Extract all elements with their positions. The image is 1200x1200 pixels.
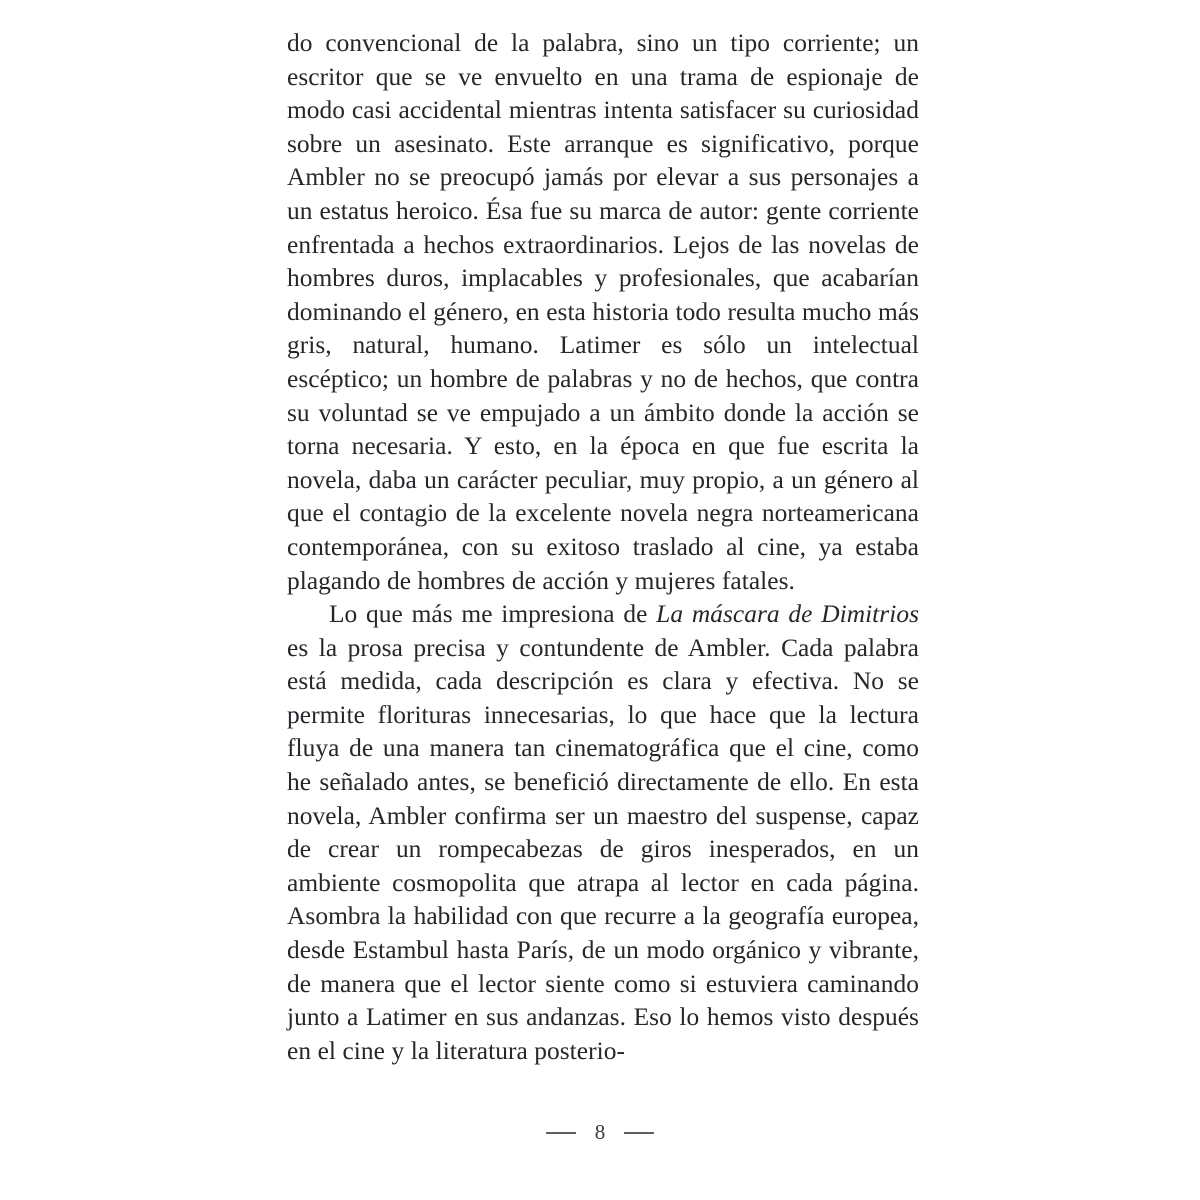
folio-right-rule-icon	[624, 1132, 654, 1134]
page-folio	[0, 1122, 1200, 1143]
book-title-italic: La máscara de Dimitrios	[656, 600, 920, 629]
body-paragraph-paragraph-ambler-prose: Lo que más me impresiona de La máscara de Dimitrios es la prosa precisa y contundente de Ambler. Cada palabra está medida, cada descripción es clara y efectiva. No se permite florituras innecesarias, lo que hace que la lectura fluya de una manera tan cinematográfica que el cine, como he señalado antes, se benefició directamente de ello. En esta novela, Ambler confirma ser un maestro del suspense, capaz de crear un rompecabezas de giros inesperados, en un ambiente cosmopolita que atrapa al lector en cada página. Asombra la habilidad con que recurre a la geografía europea, desde Estambul hasta París, de un modo orgánico y vibrante, de manera que el lector siente como si estuviera caminando junto a Latimer en sus andanzas. Eso lo hemos visto después en el cine y la literatura posterio-	[287, 600, 920, 1065]
body-paragraph-paragraph-continued: do convencional de la palabra, sino un tipo corriente; un escritor que se ve envuelto en una trama de espionaje de modo casi accidental mientras intenta satisfacer su curiosidad sobre un asesinato. Este arranque es significativo, porque Ambler no se preocupó jamás por elevar a sus personajes a un estatus heroico. Ésa fue su marca de autor: gente corriente enfrentada a hechos extraordinarios. Lejos de las novelas de hombres duros, implacables y profesionales, que acabarían dominando el género, en esta historia todo resulta mucho más gris, natural, humano. Latimer es sólo un intelectual escéptico; un hombre de palabras y no de hechos, que contra su voluntad se ve empujado a un ámbito donde la acción se torna necesaria. Y esto, en la época en que fue escrita la novela, daba un carácter peculiar, muy propio, a un género al que el contagio de la excelente novela negra norteamericana contemporánea, con su exitoso traslado al cine, ya estaba plagando de hombres de acción y mujeres fatales.	[287, 29, 919, 595]
folio-left-rule-icon	[546, 1132, 576, 1134]
page-text-column	[287, 27, 919, 1068]
page-number: 8	[594, 1120, 606, 1144]
